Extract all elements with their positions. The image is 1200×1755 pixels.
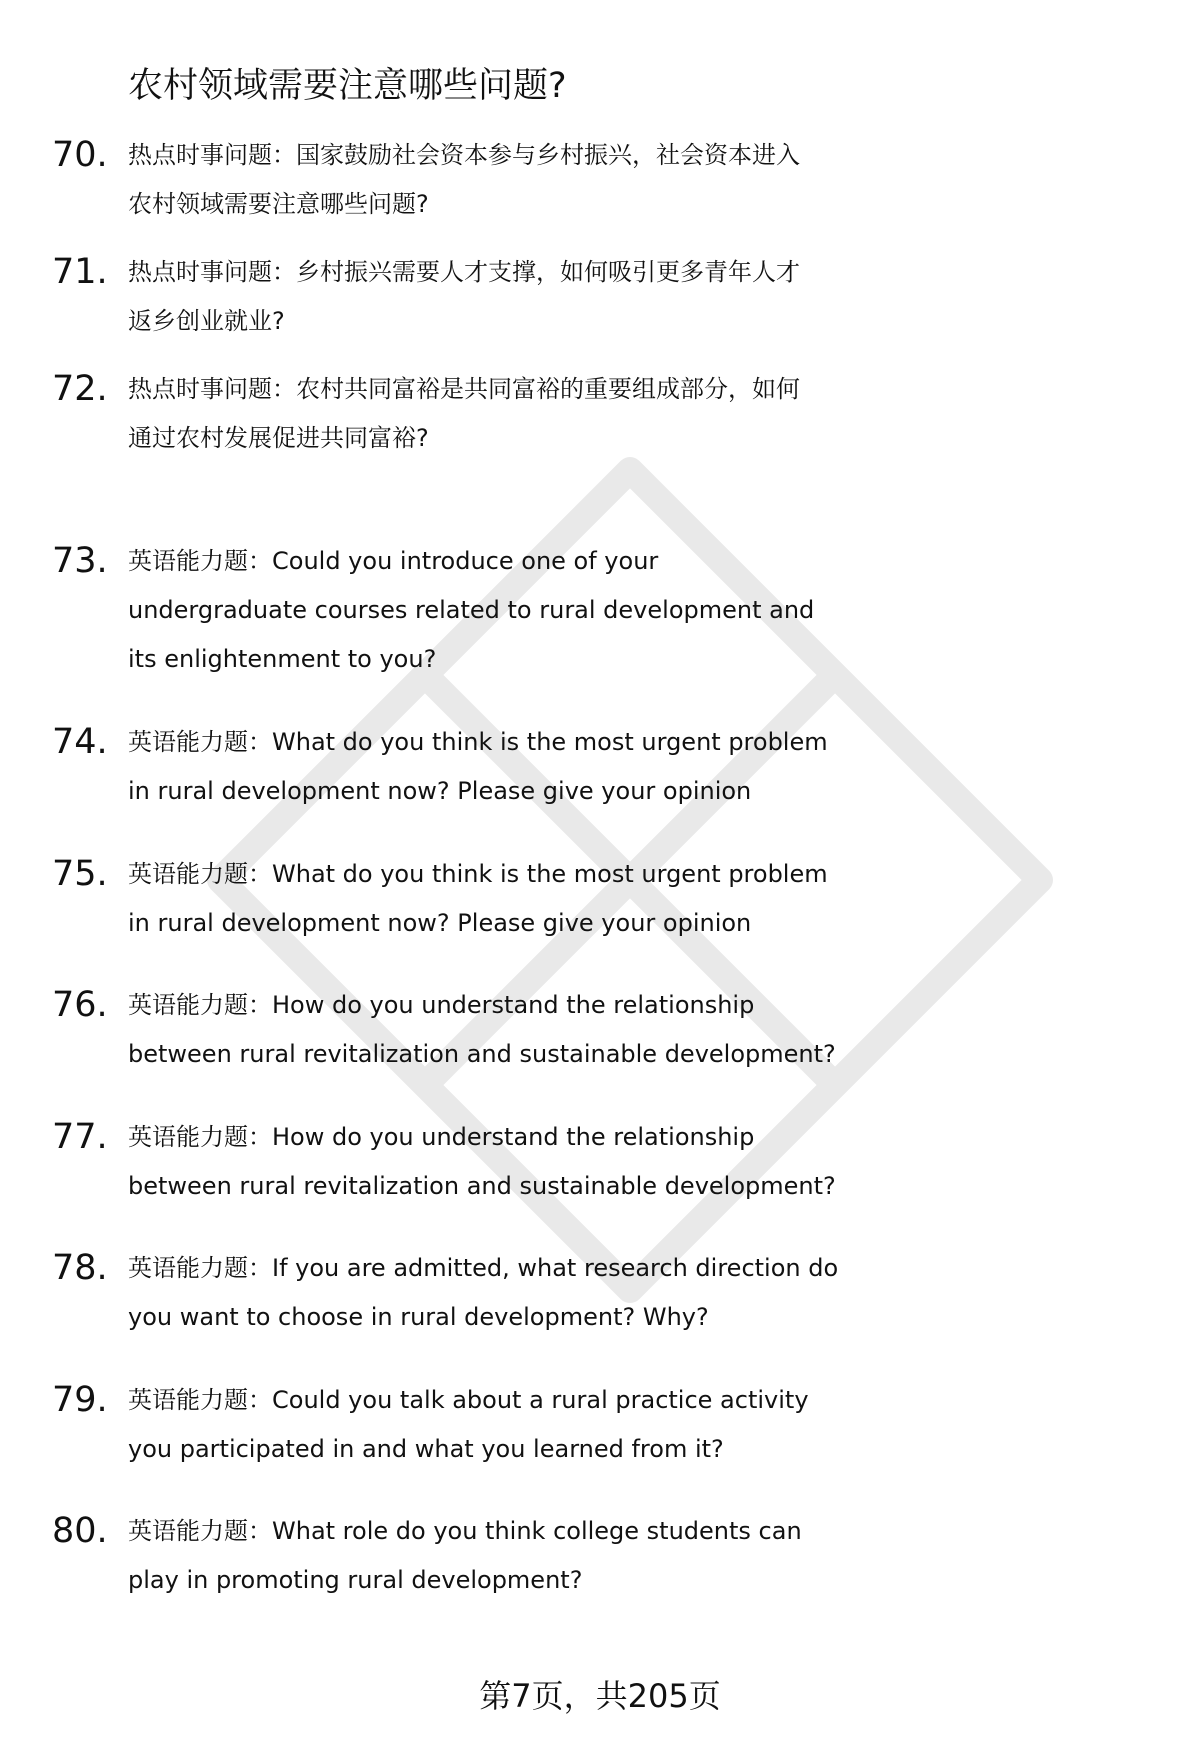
question-line: play in promoting rural development? <box>128 1566 583 1594</box>
question-number: 73. <box>52 541 108 581</box>
question-text <box>128 718 1168 816</box>
question-text <box>128 537 1168 684</box>
question-line: 英语能力题：What do you think is the most urgent problem <box>128 728 828 756</box>
question-line: 英语能力题：What do you think is the most urgent problem <box>128 860 828 888</box>
question-line: 英语能力题：Could you introduce one of your <box>128 547 659 575</box>
question-line: 返乡创业就业? <box>128 307 285 335</box>
question-line: 农村领域需要注意哪些问题? <box>128 190 429 218</box>
question-line: undergraduate courses related to rural development and <box>128 596 815 624</box>
question-line: 英语能力题：How do you understand the relationship <box>128 1123 755 1151</box>
question-number: 78. <box>52 1248 108 1288</box>
question-number: 74. <box>52 722 108 762</box>
question-number: 77. <box>52 1117 108 1157</box>
question-line: 英语能力题：Could you talk about a rural practice activity <box>128 1386 809 1414</box>
question-number: 75. <box>52 854 108 894</box>
question-number: 76. <box>52 985 108 1025</box>
question-line: 通过农村发展促进共同富裕? <box>128 424 429 452</box>
question-text <box>128 1113 1168 1211</box>
question-line: in rural development now? Please give your opinion <box>128 777 752 805</box>
question-text <box>128 850 1168 948</box>
question-line: you participated in and what you learned from it? <box>128 1435 724 1463</box>
question-number: 70. <box>52 135 108 175</box>
question-line: 热点时事问题：国家鼓励社会资本参与乡村振兴，社会资本进入 <box>128 141 800 169</box>
question-line: 热点时事问题：乡村振兴需要人才支撑，如何吸引更多青年人才 <box>128 258 800 286</box>
question-line: 英语能力题：How do you understand the relationship <box>128 991 755 1019</box>
question-text <box>128 248 1168 346</box>
question-text <box>128 365 1168 463</box>
page-footer: 第7页，共205页 <box>479 1677 721 1715</box>
question-text <box>128 131 1168 229</box>
question-number: 80. <box>52 1511 108 1551</box>
question-line: 英语能力题：What role do you think college students can <box>128 1517 802 1545</box>
question-line: you want to choose in rural development? Why? <box>128 1303 709 1331</box>
question-line: its enlightenment to you? <box>128 645 437 673</box>
question-text <box>128 1507 1168 1605</box>
question-line: in rural development now? Please give your opinion <box>128 909 752 937</box>
question-text <box>128 1244 1168 1342</box>
question-number: 72. <box>52 369 108 409</box>
question-text <box>128 1376 1168 1474</box>
question-number: 79. <box>52 1380 108 1420</box>
question-line: between rural revitalization and sustainable development? <box>128 1040 836 1068</box>
question-line: between rural revitalization and sustainable development? <box>128 1172 836 1200</box>
question-line: 热点时事问题：农村共同富裕是共同富裕的重要组成部分，如何 <box>128 375 800 403</box>
question-text <box>128 981 1168 1079</box>
continuation-line: 农村领域需要注意哪些问题? <box>128 66 567 106</box>
question-line: 英语能力题：If you are admitted, what research direction do <box>128 1254 839 1282</box>
question-number: 71. <box>52 252 108 292</box>
